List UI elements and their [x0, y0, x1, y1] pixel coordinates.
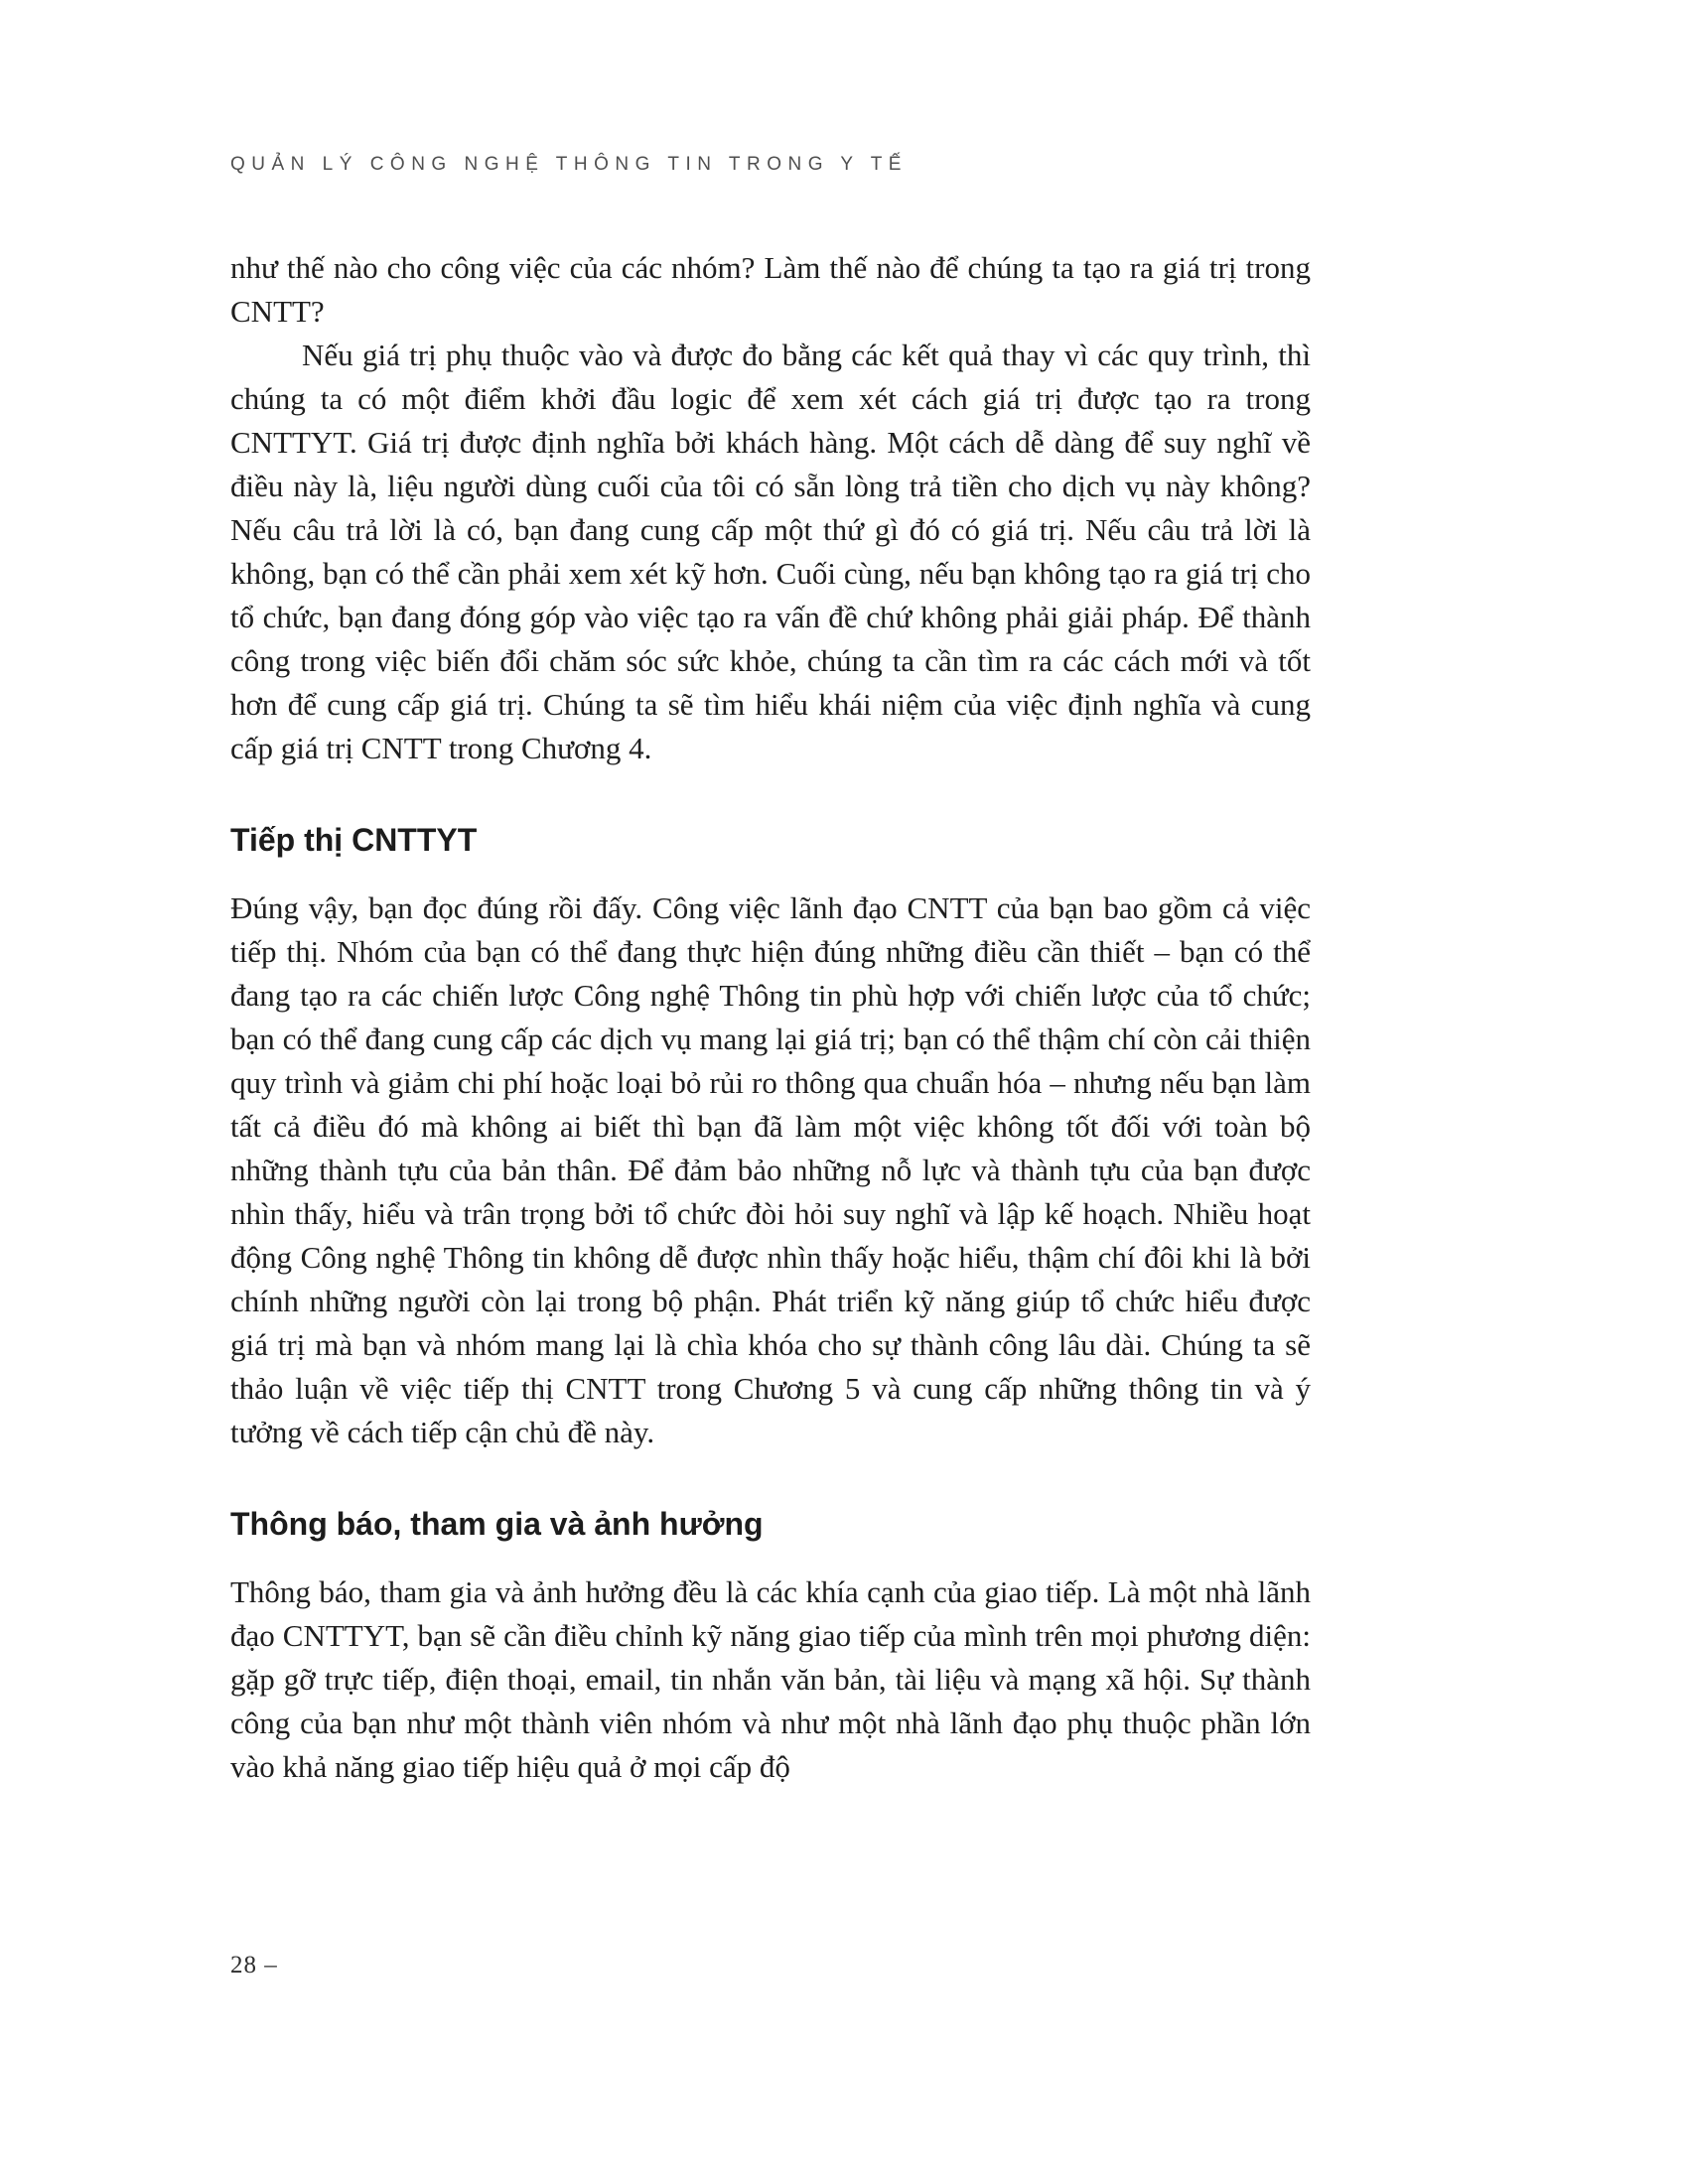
running-header: QUẢN LÝ CÔNG NGHỆ THÔNG TIN TRONG Y TẾ: [230, 154, 908, 175]
page-number: 28 –: [230, 1952, 278, 1979]
paragraph-continuation: như thế nào cho công việc của các nhóm? Làm thế nào để chúng ta tạo ra giá trị trong CNTT?: [230, 250, 1311, 329]
paragraph-communication: Thông báo, tham gia và ảnh hưởng đều là các khía cạnh của giao tiếp. Là một nhà lãnh đạo CNTTYT, bạn sẽ cần điều chỉnh kỹ năng giao tiếp của mình trên mọi phương diện: gặp gỡ trực tiếp, điện thoại, email, tin nhắn văn bản, tài liệu và mạng xã hội. Sự thành công của bạn như một thành viên nhóm và như một nhà lãnh đạo phụ thuộc phần lớn vào khả năng giao tiếp hiệu quả ở mọi cấp độ: [230, 1574, 1311, 1784]
section-heading-marketing: Tiếp thị CNTTYT: [230, 822, 478, 858]
paragraph-marketing: Đúng vậy, bạn đọc đúng rồi đấy. Công việc lãnh đạo CNTT của bạn bao gồm cả việc tiếp thị. Nhóm của bạn có thể đang thực hiện đúng những điều cần thiết – bạn có thể đang tạo ra các chiến lược Công nghệ Thông tin phù hợp với chiến lược của tổ chức; bạn có thể đang cung cấp các dịch vụ mang lại giá trị; bạn có thể thậm chí còn cải thiện quy trình và giảm chi phí hoặc loại bỏ rủi ro thông qua chuẩn hóa – nhưng nếu bạn làm tất cả điều đó mà không ai biết thì bạn đã làm một việc không tốt đối với toàn bộ những thành tựu của bản thân. Để đảm bảo những nỗ lực và thành tựu của bạn được nhìn thấy, hiểu và trân trọng bởi tổ chức đòi hỏi suy nghĩ và lập kế hoạch. Nhiều hoạt động Công nghệ Thông tin không dễ được nhìn thấy hoặc hiểu, thậm chí đôi khi là bởi chính những người còn lại trong bộ phận. Phát triển kỹ năng giúp tổ chức hiểu được giá trị mà bạn và nhóm mang lại là chìa khóa cho sự thành công lâu dài. Chúng ta sẽ thảo luận về việc tiếp thị CNTT trong Chương 5 và cung cấp những thông tin và ý tưởng về cách tiếp cận chủ đề này.: [230, 890, 1311, 1449]
section-heading-communication: Thông báo, tham gia và ảnh hưởng: [230, 1506, 764, 1542]
page-content: [230, 246, 1311, 1789]
paragraph-value: Nếu giá trị phụ thuộc vào và được đo bằng các kết quả thay vì các quy trình, thì chúng ta có một điểm khởi đầu logic để xem xét cách giá trị được tạo ra trong CNTTYT. Giá trị được định nghĩa bởi khách hàng. Một cách dễ dàng để suy nghĩ về điều này là, liệu người dùng cuối của tôi có sẵn lòng trả tiền cho dịch vụ này không? Nếu câu trả lời là có, bạn đang cung cấp một thứ gì đó có giá trị. Nếu câu trả lời là không, bạn có thể cần phải xem xét kỹ hơn. Cuối cùng, nếu bạn không tạo ra giá trị cho tổ chức, bạn đang đóng góp vào việc tạo ra vấn đề chứ không phải giải pháp. Để thành công trong việc biến đổi chăm sóc sức khỏe, chúng ta cần tìm ra các cách mới và tốt hơn để cung cấp giá trị. Chúng ta sẽ tìm hiểu khái niệm của việc định nghĩa và cung cấp giá trị CNTT trong Chương 4.: [230, 338, 1311, 765]
